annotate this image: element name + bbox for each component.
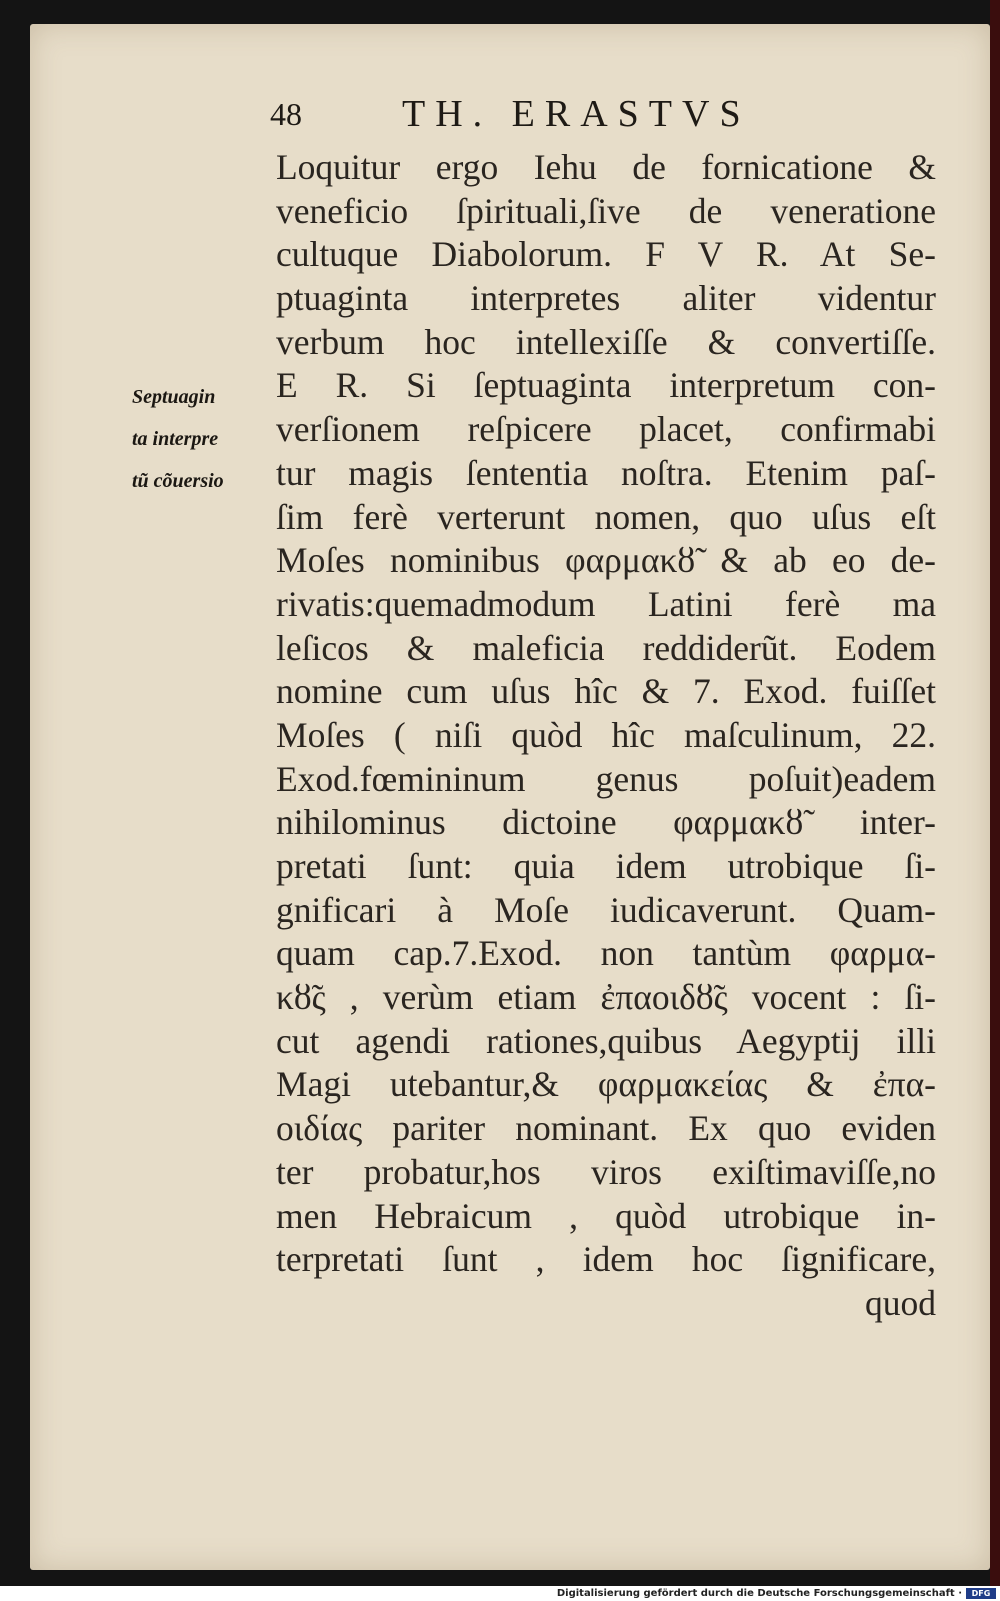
text-line: ptuaginta interpretes aliter videntur — [276, 278, 936, 319]
margin-note-line: Septuagin — [132, 386, 216, 408]
margin-note-line: ta interpre — [132, 428, 219, 450]
text-line: verbum hoc intellexiſſe & convertiſſe. — [276, 321, 936, 362]
text-line: nomine cum uſus hîc & 7. Exod. fuiſſet — [276, 671, 936, 712]
page-number: 48 — [270, 96, 302, 132]
text-line: verſionem reſpicere placet, confirmabi — [276, 409, 936, 450]
binding-edge — [990, 0, 1000, 1586]
catchword: quod — [865, 1282, 936, 1323]
text-line: Exod.fœmininum genus poſuit)eadem — [276, 758, 936, 799]
text-line: Moſes ( niſi quòd hîc maſculinum, 22. — [276, 714, 936, 755]
text-line: terpretati ſunt , idem hoc ſignificare, — [276, 1239, 936, 1280]
margin-note — [132, 376, 272, 502]
text-line: cut agendi rationes,quibus Aegyptij illi — [276, 1020, 936, 1061]
text-line: κȣ̃ς , verùm etiam ἐπαοιδȣ̃ς vocent : ſi- — [276, 977, 936, 1018]
text-line: veneficio ſpirituali,ſive de veneratione — [276, 190, 936, 231]
body-text — [276, 146, 936, 1326]
text-line: nihilominus dictoine φαρμακȣ̃ inter- — [276, 802, 936, 843]
text-line: Moſes nominibus φαρμακȣ̃ & ab eo de- — [276, 540, 936, 581]
text-line: ſim ferè verterunt nomen, quo uſus eſt — [276, 496, 936, 537]
footer-bar — [0, 1586, 1000, 1601]
funding-notice: Digitalisierung gefördert durch die Deutsche Forschungsgemeinschaft · — [556, 1588, 962, 1599]
text-line: Loquitur ergo Iehu de fornicatione & — [276, 147, 936, 187]
text-line: tur magis ſententia noſtra. Etenim paſ- — [276, 452, 936, 493]
text-line: ter probatur,hos viros exiſtimaviſſe,no — [276, 1151, 936, 1192]
dfg-logo: DFG — [966, 1588, 996, 1599]
running-title: TH. ERASTVS — [402, 93, 751, 135]
text-line: οιδίας pariter nominant. Ex quo eviden — [276, 1108, 936, 1149]
text-line: E R. Si ſeptuaginta interpretum con- — [276, 365, 936, 406]
text-line: leſicos & maleficia reddiderũt. Eodem — [276, 627, 936, 668]
text-line: pretati ſunt: quia idem utrobique ſi- — [276, 846, 936, 886]
text-line: gnificari à Moſe iudicaverunt. Quam- — [276, 889, 936, 930]
text-line: Magi utebantur,& φαρμακείας & ἐπα- — [276, 1064, 936, 1105]
running-head — [270, 92, 830, 142]
text-line: cultuque Diabolorum. F V R. At Se- — [276, 234, 936, 275]
text-line: rivatis:quemadmodum Latini ferè ma — [276, 583, 936, 624]
text-line: quam cap.7.Exod. non tantùm φαρμα- — [276, 933, 936, 974]
text-line: men Hebraicum , quòd utrobique in- — [276, 1195, 936, 1236]
margin-note-line: tũ cõuersio — [132, 470, 224, 492]
